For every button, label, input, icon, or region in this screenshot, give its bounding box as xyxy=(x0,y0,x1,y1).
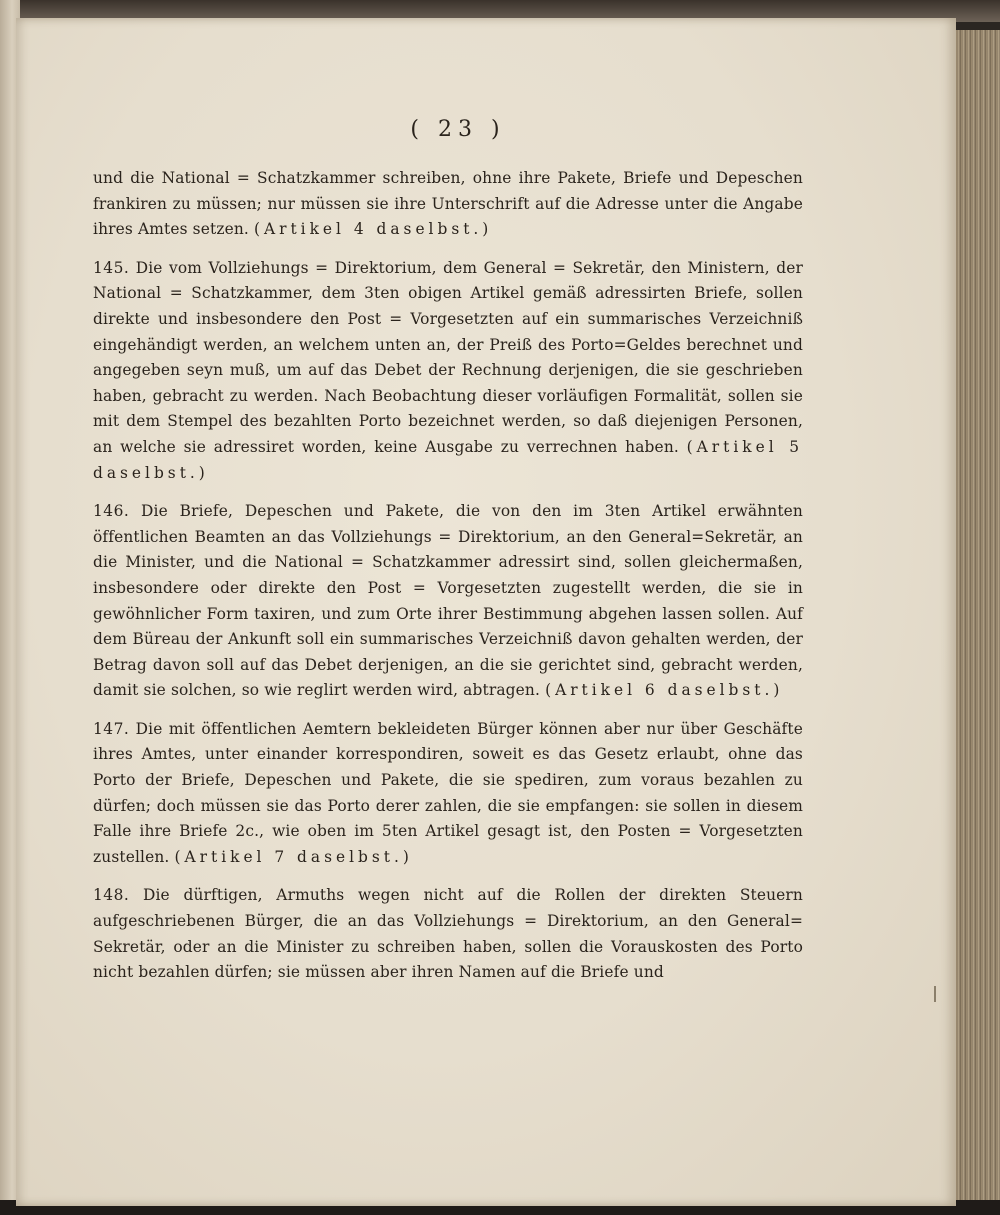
page-text-block xyxy=(93,110,803,999)
paragraph-number: 145. xyxy=(93,258,130,277)
paragraph-147 xyxy=(93,717,803,871)
paragraph-number: 147. xyxy=(93,719,130,738)
paragraph-148 xyxy=(93,883,803,985)
paragraph-text: und die National = Schatzkammer schreiben, ohne ihre Pakete, Briefe und Depeschen frankiren zu müssen; nur müssen sie ihre Unterschrift auf die Adresse unter die Angabe ihres Amtes setzen. xyxy=(93,169,803,239)
paragraph-text: Die dürftigen, Armuths wegen nicht auf die Rollen der direkten Steuern aufgeschriebenen Bürger, die an das Vollziehungs = Direktorium, an den General= Sekretär, oder an die Minister zu schreiben haben, sollen die Vorauskosten des Porto nicht bezahlen dürfen; sie müssen aber ihren Namen auf die Briefe und xyxy=(93,886,803,982)
paragraph-146 xyxy=(93,499,803,704)
ink-mark xyxy=(934,986,936,1002)
paragraph-text: Die vom Vollziehungs = Direktorium, dem General = Sekretär, den Ministern, der National = Schatzkammer, dem 3ten obigen Artikel gemäß adressirten Briefe, sollen direkte und insbesondere den Post = Vorgesetzten auf ein summarisches Verzeichniß eingehändigt werden, an welchem unten an, der Preiß des Porto=Geldes berechnet und angegeben seyn muß, um auf das Debet der Rechnung derjenigen, die sie geschrieben haben, gebracht zu werden. Nach Beobachtung dieser vorläufigen Formalität, sollen sie mit dem Stempel des bezahlten Porto bezeichnet werden, so daß diejenigen Personen, an welche sie adressiret worden, keine Ausgabe zu verrechnen haben. xyxy=(93,258,804,456)
page-stack-edges xyxy=(950,30,1000,1205)
article-citation: (Artikel 6 daselbst.) xyxy=(545,681,784,700)
paragraph-text: Die mit öffentlichen Aemtern bekleideten Bürger können aber nur über Geschäfte ihres Amtes, unter einander korrespondiren, soweit es das Gesetz erlaubt, ohne das Porto der Briefe, Depeschen und Pakete, die sie spediren, zum voraus bezahlen zu dürfen; doch müssen sie das Porto derer zahlen, die sie empfangen: sie sollen in diesem Falle ihre Briefe 2c., wie oben im 5ten Artikel gesagt ist, den Posten = Vorgesetzten zustellen. xyxy=(93,719,803,866)
article-citation: (Artikel 4 daselbst.) xyxy=(254,220,493,239)
paragraph-number: 148. xyxy=(93,886,130,905)
article-citation: (Artikel 5 daselbst.) xyxy=(93,437,803,482)
paragraph-145 xyxy=(93,256,803,486)
paragraph-continued xyxy=(93,166,803,243)
paragraph-text: Die Briefe, Depeschen und Pakete, die von den im 3ten Artikel erwähnten öffentlichen Beamten an das Vollziehungs = Direktorium, an den General=Sekretär, an die Minister, und die National = Schatzkammer adressirt sind, sollen gleichermaßen, insbesondere oder direkte den Post = Vorgesetzten zugestellt werden, die sie in gewöhnlicher Form taxiren, und zum Orte ihrer Bestimmung abgehen lassen sollen. Auf dem Büreau der Ankunft soll ein summarisches Verzeichniß davon gehalten werden, der Betrag davon soll auf das Debet derjenigen, an die sie gerichtet sind, gebracht werden, damit sie solchen, so wie reglirt werden wird, abtragen. xyxy=(93,502,803,700)
article-citation: (Artikel 7 daselbst.) xyxy=(174,847,413,866)
paragraph-number: 146. xyxy=(93,502,130,521)
page-number: ( 23 ) xyxy=(410,117,506,142)
